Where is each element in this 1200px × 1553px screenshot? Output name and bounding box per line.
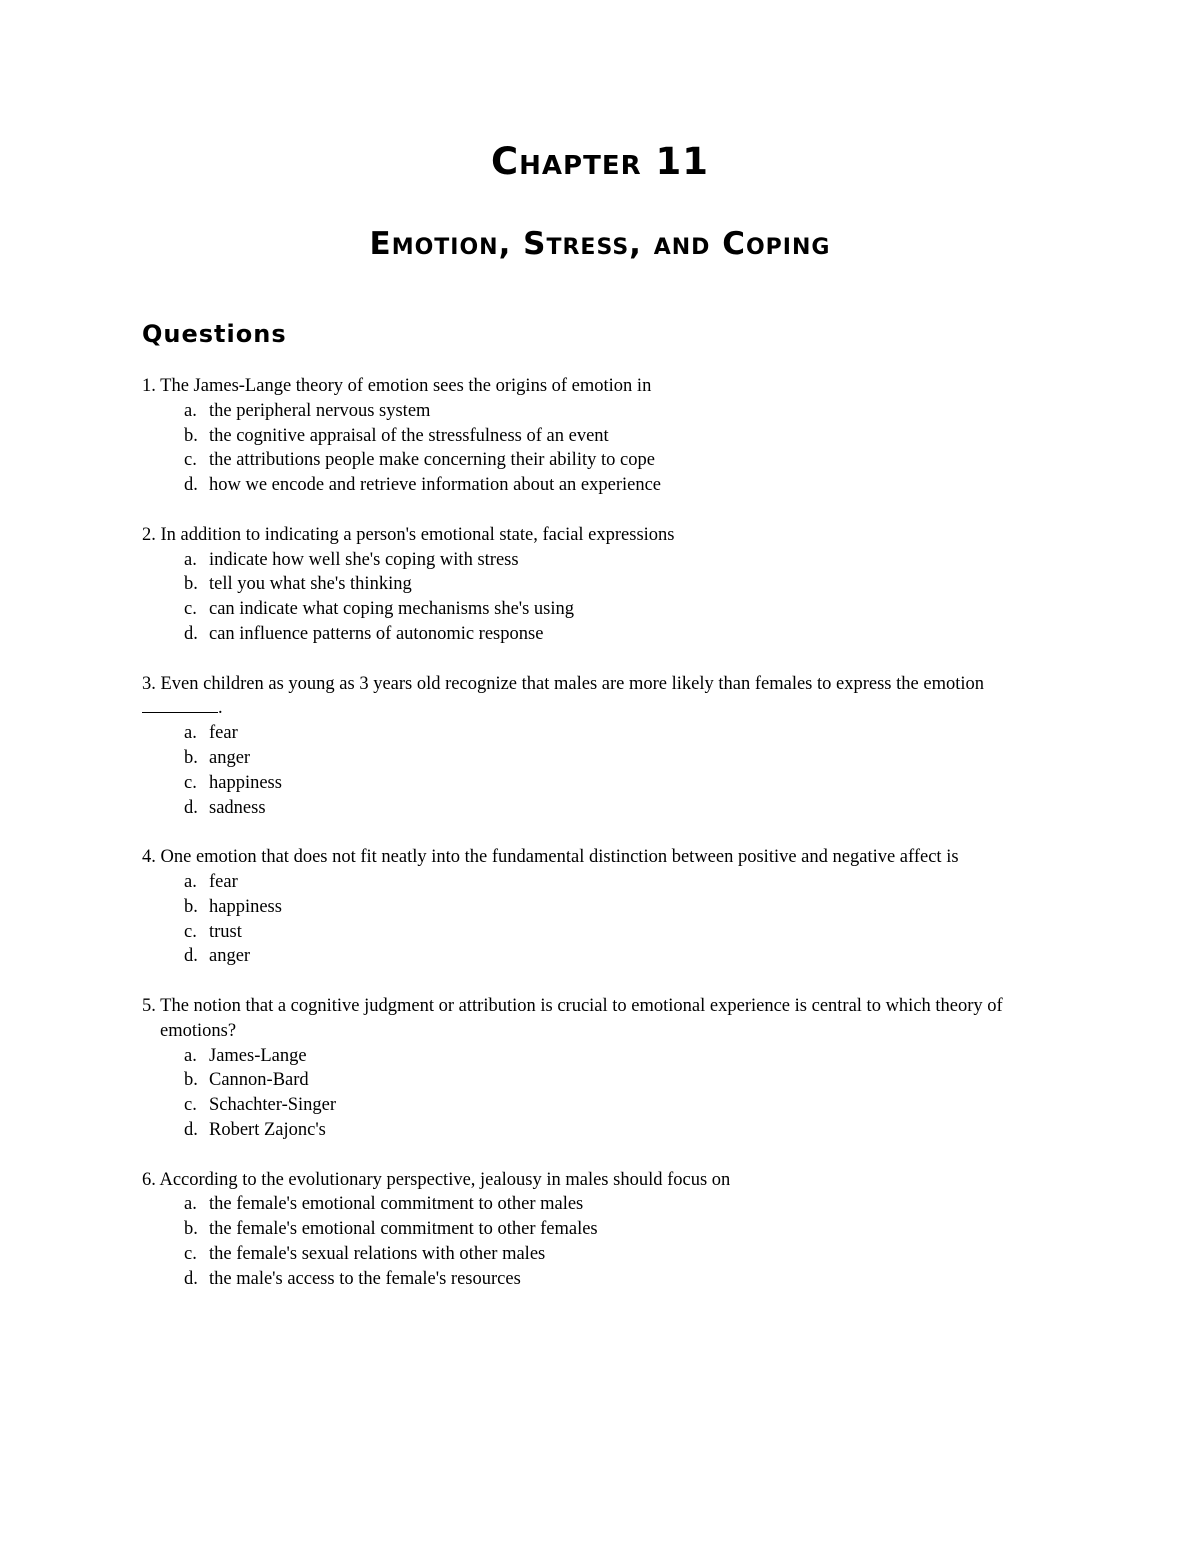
option-a	[184, 399, 1062, 424]
option-letter: a.	[184, 1045, 197, 1066]
option-text: the peripheral nervous system	[209, 400, 431, 421]
question-stem	[142, 374, 1062, 399]
section-heading: Questions	[142, 320, 287, 348]
option-letter: b.	[184, 425, 198, 446]
question-stem	[142, 845, 1062, 870]
option-list	[142, 548, 1062, 647]
option-text: the attributions people make concerning their ability to cope	[209, 450, 655, 471]
option-letter: c.	[184, 921, 197, 942]
option-letter: a.	[184, 400, 197, 421]
question-number: 2.	[142, 524, 156, 545]
option-letter: a.	[184, 549, 197, 570]
option-list	[142, 399, 1062, 498]
question-stem	[142, 994, 1062, 1044]
question-text: According to the evolutionary perspective, jealousy in males should focus on	[159, 1169, 731, 1190]
question-number: 6.	[142, 1169, 156, 1190]
question-number: 3.	[142, 673, 156, 694]
option-text: James-Lange	[209, 1045, 307, 1066]
option-letter: d.	[184, 1268, 198, 1289]
option-letter: b.	[184, 896, 198, 917]
option-text: fear	[209, 871, 238, 892]
option-text: fear	[209, 723, 238, 744]
option-a	[184, 870, 1062, 895]
option-text: anger	[209, 946, 251, 967]
question-4	[142, 845, 1062, 969]
question-list	[142, 374, 1062, 1316]
option-text: Cannon-Bard	[209, 1070, 309, 1091]
option-d	[184, 796, 1062, 821]
option-letter: b.	[184, 1219, 198, 1240]
option-letter: c.	[184, 599, 197, 620]
option-text: anger	[209, 747, 251, 768]
option-c	[184, 1093, 1062, 1118]
option-text: the male's access to the female's resources	[209, 1268, 521, 1289]
question-3	[142, 672, 1062, 821]
question-stem	[142, 672, 1062, 722]
option-text: the female's emotional commitment to other females	[209, 1219, 598, 1240]
option-b	[184, 572, 1062, 597]
option-letter: a.	[184, 1194, 197, 1215]
option-text: the female's emotional commitment to other males	[209, 1194, 584, 1215]
option-b	[184, 746, 1062, 771]
option-text: how we encode and retrieve information about an experience	[209, 475, 662, 496]
option-b	[184, 895, 1062, 920]
question-number: 4.	[142, 847, 156, 868]
question-5	[142, 994, 1062, 1143]
option-b	[184, 1217, 1062, 1242]
option-text: happiness	[209, 896, 282, 917]
option-d	[184, 622, 1062, 647]
option-letter: d.	[184, 623, 198, 644]
option-letter: c.	[184, 450, 197, 471]
question-6	[142, 1168, 1062, 1292]
option-c	[184, 771, 1062, 796]
option-list	[142, 1044, 1062, 1143]
question-text: Even children as young as 3 years old recognize that males are more likely than females to express the emotion	[160, 673, 984, 694]
option-letter: b.	[184, 574, 198, 595]
option-c	[184, 448, 1062, 473]
question-stem	[142, 1168, 1062, 1193]
option-text: can influence patterns of autonomic response	[209, 623, 544, 644]
option-text: Robert Zajonc's	[209, 1119, 326, 1140]
option-letter: d.	[184, 475, 198, 496]
option-letter: b.	[184, 747, 198, 768]
answer-blank	[142, 697, 218, 713]
option-text: can indicate what coping mechanisms she's using	[209, 599, 575, 620]
option-d	[184, 473, 1062, 498]
chapter-title: Chapter 11	[491, 140, 709, 183]
option-a	[184, 1044, 1062, 1069]
option-letter: b.	[184, 1070, 198, 1091]
option-letter: d.	[184, 946, 198, 967]
option-a	[184, 1192, 1062, 1217]
question-stem	[142, 523, 1062, 548]
question-2	[142, 523, 1062, 647]
option-d	[184, 944, 1062, 969]
option-letter: d.	[184, 797, 198, 818]
option-b	[184, 424, 1062, 449]
question-text: The notion that a cognitive judgment or attribution is crucial to emotional experience is central to which theory of emotions?	[160, 995, 1003, 1041]
question-text: The James-Lange theory of emotion sees the origins of emotion in	[160, 376, 652, 396]
option-text: trust	[209, 921, 242, 942]
option-list	[142, 870, 1062, 969]
option-a	[184, 721, 1062, 746]
question-number: 1.	[142, 376, 156, 396]
option-d	[184, 1118, 1062, 1143]
question-number: 5.	[142, 995, 156, 1016]
option-list	[142, 721, 1062, 820]
question-text: In addition to indicating a person's emotional state, facial expressions	[160, 524, 675, 545]
option-letter: d.	[184, 1119, 198, 1140]
option-text: tell you what she's thinking	[209, 574, 412, 595]
option-letter: c.	[184, 772, 197, 793]
option-text: Schachter-Singer	[209, 1095, 337, 1116]
question-text: One emotion that does not fit neatly into the fundamental distinction between positive and negative affect is	[160, 847, 959, 868]
option-c	[184, 597, 1062, 622]
option-letter: a.	[184, 871, 197, 892]
chapter-subtitle: Emotion, Stress, and Coping	[369, 226, 831, 262]
option-letter: c.	[184, 1243, 197, 1264]
option-d	[184, 1267, 1062, 1292]
question-stem-end: .	[218, 698, 223, 719]
option-letter: c.	[184, 1095, 197, 1116]
option-text: happiness	[209, 772, 282, 793]
option-c	[184, 920, 1062, 945]
option-a	[184, 548, 1062, 573]
option-text: sadness	[209, 797, 266, 818]
option-b	[184, 1068, 1062, 1093]
option-list	[142, 1192, 1062, 1291]
option-text: indicate how well she's coping with stress	[209, 549, 519, 570]
option-c	[184, 1242, 1062, 1267]
option-text: the female's sexual relations with other males	[209, 1243, 546, 1264]
option-text: the cognitive appraisal of the stressfulness of an event	[209, 425, 609, 446]
option-letter: a.	[184, 723, 197, 744]
question-1	[142, 374, 1062, 498]
